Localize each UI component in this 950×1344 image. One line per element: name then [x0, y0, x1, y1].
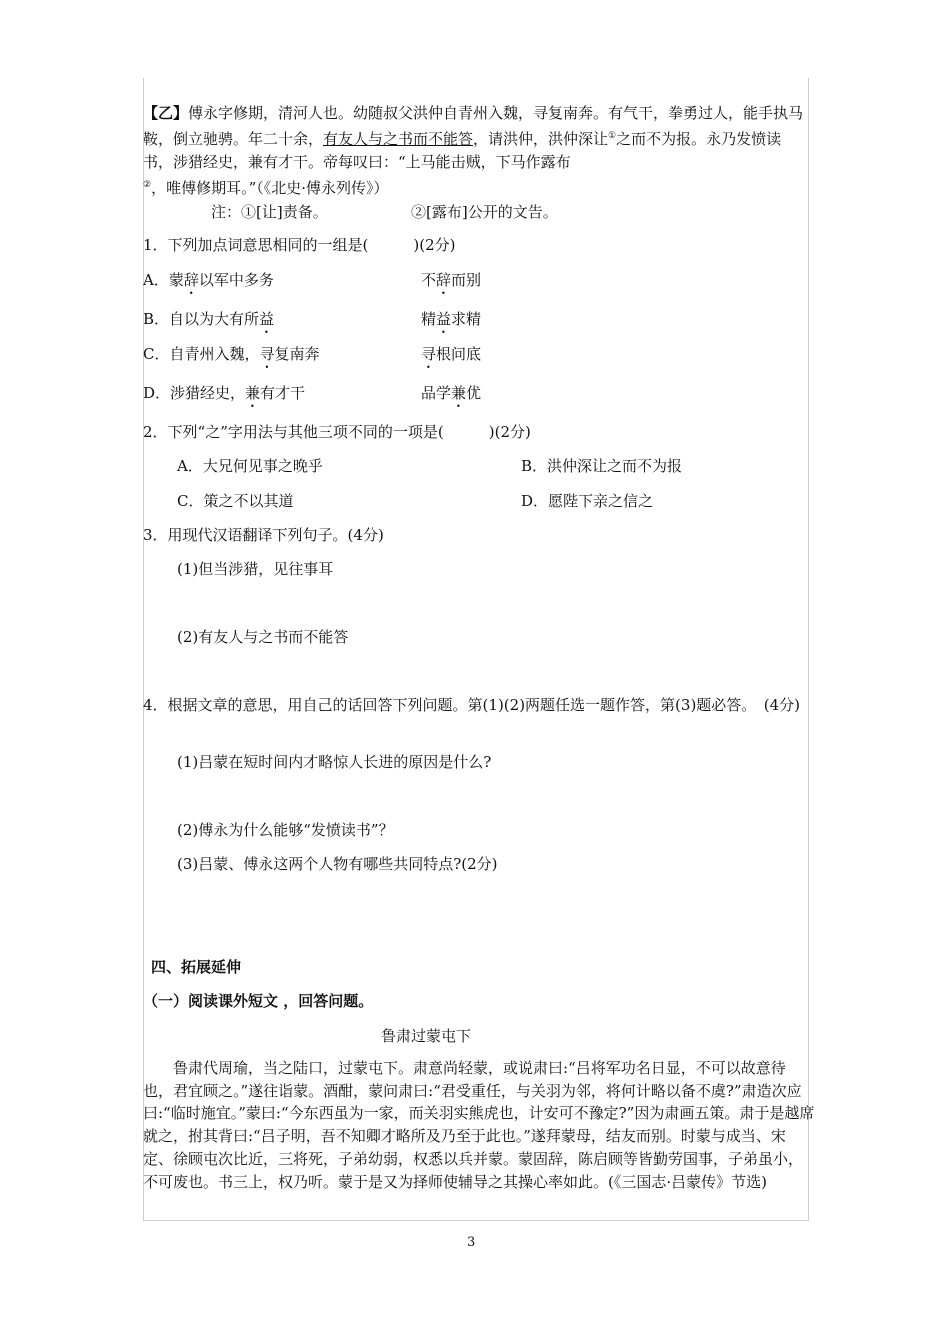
q1-option-b: B．自以为大有所益: [143, 310, 275, 328]
footnote-mark-2: ②: [143, 180, 152, 190]
q2-option-d: D．愿陛下亲之信之: [521, 492, 654, 510]
q4-sub-3: (3)吕蒙、傅永这两个人物有哪些共同特点?(2分): [177, 855, 498, 873]
q1-option-a-compare: 不辞而别: [421, 271, 482, 289]
question-4-stem: 4．根据文章的意思，用自己的话回答下列问题。第(1)(2)两题任选一题作答，第(3)题必答。 (4分): [143, 696, 801, 714]
q3-sentence-1: (1)但当涉猎，见往事耳: [177, 560, 334, 578]
question-2-stem: 2．下列“之”字用法与其他三项不同的一项是( )(2分): [143, 423, 531, 441]
q1-option-d-compare: 品学兼优: [421, 384, 482, 402]
q4-sub-2: (2)傅永为什么能够“发愤读书”？: [177, 821, 394, 839]
q1-option-c-compare: 寻根问底: [421, 345, 482, 363]
question-3-stem: 3．用现代汉语翻译下列句子。(4分): [143, 526, 384, 544]
page-number: 3: [467, 1235, 476, 1250]
q3-sentence-2: (2)有友人与之书而不能答: [177, 628, 349, 646]
passage-yi: 【乙】傅永字修期，清河人也。幼随叔父洪仲自青州入魏，寻复南奔。有气干，拳勇过人，能手执马鞍，倒立驰骋。年二十余，有友人与之书而不能答，请洪仲，洪仲深让①之而不为报。永乃发愤读书，涉猎经史，兼有才干。帝每叹曰：“上马能击贼，下马作露布②，唯傅修期耳。”（《北史·傅永列传》）: [143, 104, 804, 197]
underlined-sentence: 有友人与之书而不能答: [323, 130, 474, 148]
passage-title: 鲁肃过蒙屯下: [381, 1027, 472, 1045]
q1-option-d: D．涉猎经史，兼有才干: [143, 384, 306, 402]
passage-body: 鲁肃代周瑜，当之陆口，过蒙屯下。肃意尚轻蒙，或说肃曰:“吕将军功名日显，不可以故意待也，君宜顾之。”遂往诣蒙。酒酣，蒙问肃曰:“君受重任，与关羽为邻，将何计略以备不虞?”肃造次应曰:“临时施宜。”蒙曰:“今东西虽为一家，而关羽实熊虎也，计安可不豫定?”因为肃画五策。肃于是越席就之，拊其背曰:“吕子明，吾不知卿才略所及乃至于此也。”遂拜蒙母，结友而别。时蒙与成当、宋定、徐顾屯次比近，三将死，子弟幼弱，权悉以兵并蒙。蒙固辞，陈启顾等皆勤劳国事，子弟虽小，不可废也。书三上，权乃听。蒙于是又为择师使辅导之其操心率如此。(《三国志·吕蒙传》节选): [143, 1059, 815, 1191]
footnote-mark-1: ①: [608, 131, 617, 141]
q4-sub-1: (1)吕蒙在短时间内才略惊人长进的原因是什么?: [177, 753, 492, 771]
note-1: 注：①[让]责备。: [211, 203, 328, 221]
question-1-stem: 1．下列加点词意思相同的一组是( )(2分): [143, 236, 456, 254]
section-subheading: （一）阅读课外短文 ，回答问题。: [143, 992, 374, 1010]
q1-option-c: C．自青州入魏，寻复南奔: [143, 345, 320, 363]
q1-option-b-compare: 精益求精: [421, 310, 482, 328]
q2-option-c: C．策之不以其道: [177, 492, 294, 510]
note-2: ②[露布]公开的文告。: [411, 203, 558, 221]
section-heading: 四、拓展延伸: [151, 958, 242, 976]
passage-label: 【乙】: [143, 104, 189, 122]
q2-option-a: A．大兄何见事之晚乎: [177, 457, 323, 475]
q2-option-b: B．洪仲深让之而不为报: [521, 457, 683, 475]
q1-option-a: A．蒙辞以军中多务: [143, 271, 274, 289]
